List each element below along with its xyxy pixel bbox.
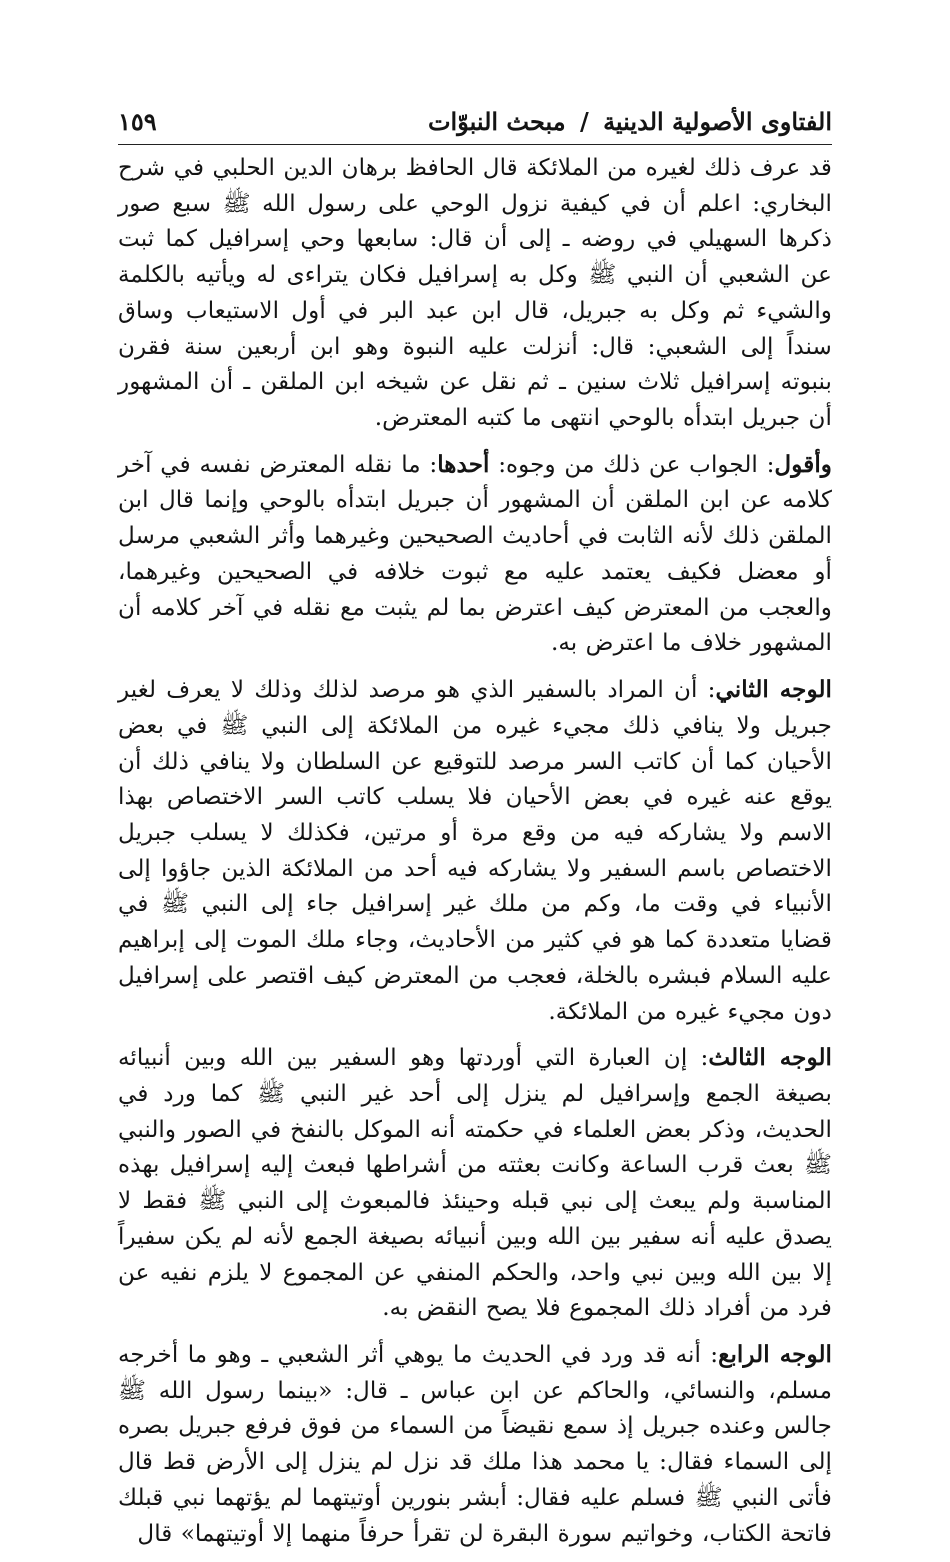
paragraph-2: [118, 447, 832, 661]
paragraph-1: [118, 150, 832, 436]
header-section-title: مبحث النبوّات: [427, 107, 566, 136]
paragraph-5-text: : أنه قد ورد في الحديث ما يوهي أثر الشعبي ـ وهو ما أخرجه مسلم، والنسائي، والحاكم عن ابن عباس ـ قال: «بينما رسول الله ﷺ جالس وعنده جبريل إذ سمع نقيضاً من السماء من فوق فرفع جبريل بصره إلى السماء فقال: يا محمد هذا ملك قد نزل لم ينزل إلى الأرض قط قال فأتى النبي ﷺ فسلم عليه فقال: أبشر بنورين أوتيتهما لم يؤتهما نبي قبلك فاتحة الكتاب، وخواتيم سورة البقرة لن تقرأ حرفاً منهما إلا أوتيتهما» قال: [118, 1341, 832, 1547]
running-header: [118, 98, 832, 145]
header-separator: /: [579, 107, 589, 136]
paragraph-3-lead: الوجه الثاني: [715, 676, 832, 704]
header-title: [428, 107, 832, 144]
paragraph-5-lead: الوجه الرابع: [718, 1341, 832, 1368]
paragraph-2-text-a: : الجواب عن ذلك من وجوه:: [489, 450, 775, 478]
paragraph-4: [118, 1040, 832, 1326]
paragraph-2-lead-2: أحدها: [437, 450, 490, 478]
paragraph-3: [118, 672, 832, 1029]
paragraph-1-text: قد عرف ذلك لغيره من الملائكة قال الحافظ برهان الدين الحلبي في شرح البخاري: اعلم أن في كيفية نزول الوحي على رسول الله ﷺ سبع صور ذكرها السهيلي في روضه ـ إلى أن قال: سابعها وحي إسرافيل كما ثبت عن الشعبي أن النبي ﷺ وكل به إسرافيل فكان يتراءى له ويأتيه بالكلمة والشيء ثم وكل به جبريل، قال ابن عبد البر في أول الاستيعاب وساق سنداً إلى الشعبي: قال: أنزلت عليه النبوة وهو ابن أربعين سنة فقرن بنبوته إسرافيل ثلاث سنين ـ ثم نقل عن شيخه ابن الملقن ـ أن المشهور أن جبريل ابتدأه بالوحي انتهى ما كتبه المعترض.: [118, 154, 832, 432]
paragraph-4-lead: الوجه الثالث: [708, 1044, 832, 1072]
header-book-title: الفتاوى الأصولية الدينية: [603, 107, 832, 136]
paragraph-5: [118, 1337, 832, 1551]
page-number: ١٥٩: [118, 107, 157, 136]
page-body: [118, 150, 832, 1562]
paragraph-2-text-b: : ما نقله المعترض نفسه في آخر كلامه عن ابن الملقن أن المشهور أن جبريل ابتدأه بالوحي وإنما قال ابن الملقن ذلك لأنه الثابت في أحاديث الصحيحين وغيرهما وأثر الشعبي مرسل أو معضل فكيف يعتمد عليه مع ثبوت خلافه في الصحيحين وغيرهما، والعجب من المعترض كيف اعترض بما لم يثبت مع نقله في آخر كلامه أن المشهور خلاف ما اعترض به.: [118, 450, 832, 657]
paragraph-3-text: : أن المراد بالسفير الذي هو مرصد لذلك وذلك لا يعرف لغير جبريل ولا ينافي ذلك مجيء غيره من الملائكة إلى النبي ﷺ في بعض الأحيان كما أن كاتب السر مرصد للتوقيع عن السلطان ولا ينافي ذلك أن يوقع عنه غيره في بعض الأحيان فلا يسلب كاتب السر الاختصاص بهذا الاسم ولا يشاركه فيه من وقع مرة أو مرتين، فكذلك لا يسلب جبريل الاختصاص باسم السفير ولا يشاركه فيه أحد من الملائكة الذين جاؤوا إلى الأنبياء في وقت ما، وكم من ملك غير إسرافيل جاء إلى النبي ﷺ في قضايا متعددة كما هو في كثير من الأحاديث، وجاء ملك الموت إلى إبراهيم عليه السلام فبشره بالخلة، فعجب من المعترض كيف اقتصر على إسرافيل دون مجيء غيره من الملائكة.: [118, 676, 833, 1025]
paragraph-4-text: : إن العبارة التي أوردتها وهو السفير بين الله وبين أنبيائه بصيغة الجمع وإسرافيل لم ينزل إلى أحد غير النبي ﷺ كما ورد في الحديث، وذكر بعض العلماء في حكمته أنه الموكل بالنفخ في الصور والنبي ﷺ بعث قرب الساعة وكانت بعثته من أشراطها فبعث إليه إسرافيل بهذه المناسبة ولم يبعث إلى نبي قبله وحينئذ فالمبعوث إلى النبي ﷺ فقط لا يصدق عليه أنه سفير بين الله وبين أنبيائه بصيغة الجمع لأنه لم يكن سفيراً إلا بين الله وبين نبي واحد، والحكم المنفي عن المجموع لا يلزم نفيه عن فرد من أفراد ذلك المجموع فلا يصح النقض به.: [118, 1044, 832, 1322]
paragraph-2-lead: وأقول: [774, 450, 832, 478]
